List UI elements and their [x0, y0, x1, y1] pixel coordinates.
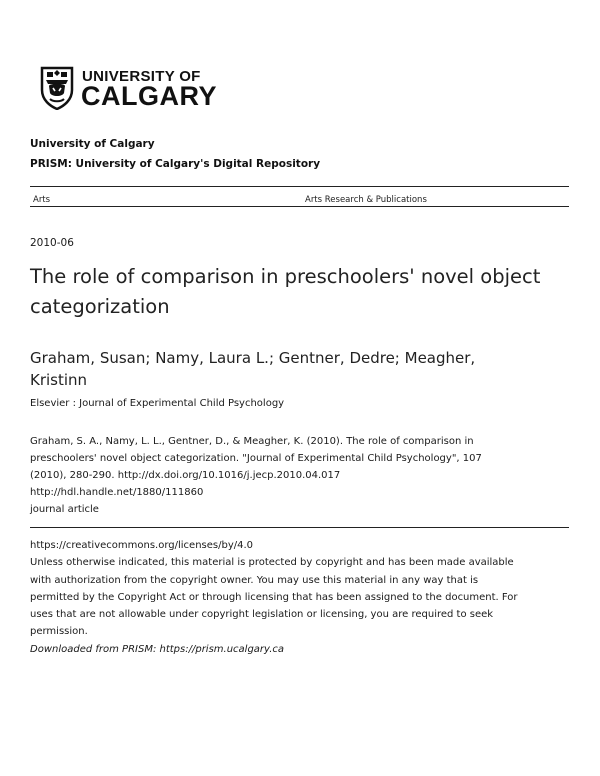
issue-date: 2010-06: [30, 237, 74, 249]
title-line: categorization: [30, 295, 170, 318]
rights-statement-line: uses that are not allowable under copyright legislation or licensing, you are required to seek: [30, 609, 494, 621]
department-right: Arts Research & Publications: [305, 195, 427, 205]
divider-departments: [30, 206, 569, 207]
handle-link[interactable]: http://hdl.handle.net/1880/111860: [30, 487, 204, 498]
logo-line-2: CALGARY: [81, 81, 217, 111]
citation-line: Graham, S. A., Namy, L. L., Gentner, D., & Meagher, K. (2010). The role of comparison in: [30, 436, 474, 447]
rights-block: [30, 537, 575, 658]
authors-line: Graham, Susan; Namy, Laura L.; Gentner, Dedre; Meagher,: [30, 349, 476, 367]
download-source[interactable]: Downloaded from PRISM: https://prism.ucalgary.ca: [30, 643, 284, 655]
authors-line: Kristinn: [30, 371, 88, 389]
citation-block: [30, 433, 570, 518]
logo-line-1: UNIVERSITY OF: [82, 68, 201, 85]
citation-line[interactable]: (2010), 280-290. http://dx.doi.org/10.1016/j.jecp.2010.04.017: [30, 470, 341, 481]
publisher: Elsevier : Journal of Experimental Child Psychology: [30, 398, 285, 409]
document-type: journal article: [30, 504, 99, 515]
divider-rights: [30, 527, 569, 528]
university-logo: [40, 66, 217, 116]
department-left: Arts: [33, 195, 51, 205]
institution-name: University of Calgary: [30, 138, 155, 150]
document-title: [30, 262, 570, 322]
rights-statement-line: permitted by the Copyright Act or through licensing that has been assigned to the document. For: [30, 591, 518, 603]
rights-statement-line: permission.: [30, 626, 88, 638]
title-line: The role of comparison in preschoolers' novel object: [30, 265, 541, 288]
citation-line: preschoolers' novel object categorization. "Journal of Experimental Child Psychology", 107: [30, 453, 482, 464]
divider-top: [30, 186, 569, 187]
rights-statement-line: Unless otherwise indicated, this material is protected by copyright and has been made available: [30, 557, 514, 569]
university-crest-icon: [40, 66, 74, 110]
authors: [30, 347, 570, 391]
license-link[interactable]: https://creativecommons.org/licenses/by/4.0: [30, 540, 254, 551]
rights-statement-line: with authorization from the copyright owner. You may use this material in any way that is: [30, 574, 479, 586]
repository-name: PRISM: University of Calgary's Digital Repository: [30, 158, 321, 170]
